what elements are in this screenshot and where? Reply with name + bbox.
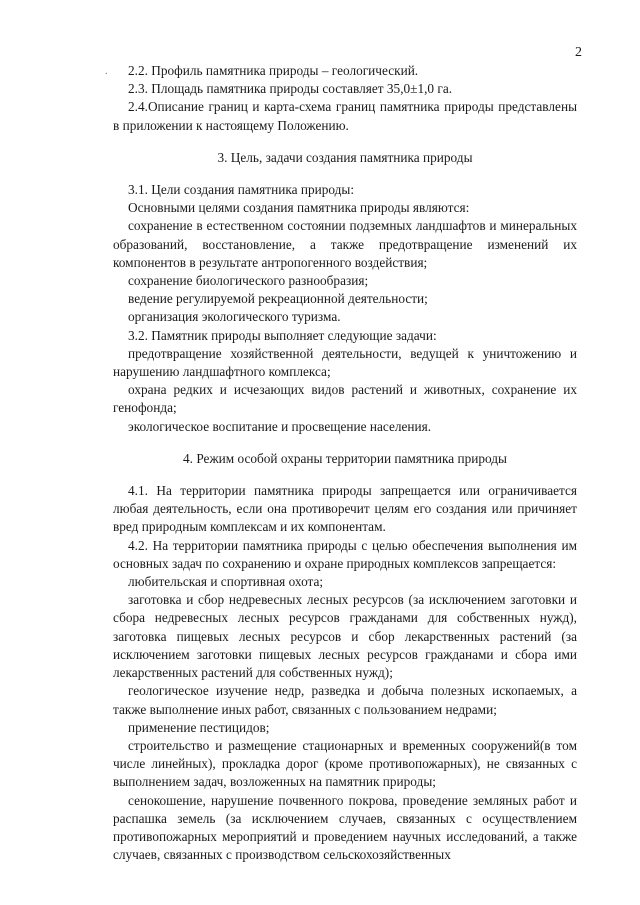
clause-2-2: 2.2. Профиль памятника природы – геологический. [128,63,419,78]
section-3-heading: 3. Цель, задачи создания памятника природы [217,149,473,165]
page-number: 2 [575,45,582,60]
spacer [113,436,577,450]
paragraph: 3.1. Цели создания памятника природы: [128,182,355,198]
section-4 [113,450,577,864]
paragraph: 4.1. На территории памятника природы запрещается или ограничивается любая деятельность, если она противоречит целям его создания или причиняет вред природным комплексам и их компонентам. [113,483,577,535]
spacer [113,468,577,482]
paragraph: применение пестицидов; [128,719,270,735]
paragraph: экологическое воспитание и просвещение населения. [128,418,432,434]
spacer [113,135,577,149]
paragraph: 3.2. Памятник природы выполняет следующие задачи: [128,327,437,343]
paragraph: сохранение биологического разнообразия; [128,273,369,289]
paragraph: Основными целями создания памятника природы являются: [128,200,470,216]
spacer [113,167,577,181]
paragraph: организация экологического туризма. [128,309,341,325]
paragraph: ведение регулируемой рекреационной деятельности; [128,291,428,307]
paragraph: геологическое изучение недр, разведка и добыча полезных ископаемых, а также выполнение иных работ, связанных с пользованием недрами; [113,683,577,717]
paragraph: заготовка и сбор недревесных лесных ресурсов (за исключением заготовки и сбора недревесных лесных ресурсов гражданами для собственных нужд), заготовка пищевых лесных ресурсов и сбор лекарственных растений (за исключением заготовки пищевых лесных ресурсов гражданами и сбора ими лекарственных растений для собственных нужд); [113,592,577,681]
paragraph: сенокошение, нарушение почвенного покрова, проведение земляных работ и распашка земель (за исключением случаев, связанных с осуществлением противопожарных мероприятий и проведением научных исследований, а также случаев, связанных с производством сельскохозяйственных [113,792,577,863]
document-body [113,62,577,864]
section-3 [113,149,577,436]
paragraph: охрана редких и исчезающих видов растений и животных, сохранение их генофонда; [113,382,577,416]
section-4-heading: 4. Режим особой охраны территории памятника природы [183,450,507,466]
paragraph: предотвращение хозяйственной деятельности, ведущей к уничтожению и нарушению ландшафтного комплекса; [113,345,577,380]
paragraph: строительство и размещение стационарных и временных сооружений(в том числе линейных), прокладка дорог (кроме противопожарных), не связанных с выполнением задач, возложенных на памятник природы; [113,737,577,790]
paragraph: 4.2. На территории памятника природы с целью обеспечения выполнения им основных задач по сохранению и охране природных комплексов запрещается: [113,537,577,571]
paragraph: любительская и спортивная охота; [128,574,324,590]
section-2 [113,62,577,135]
margin-mark: . [105,66,108,77]
clause-2-4: 2.4.Описание границ и карта-схема границ памятника природы представлены в приложении к настоящему Положению. [113,99,577,133]
clause-2-3: 2.3. Площадь памятника природы составляет 35,0±1,0 га. [128,81,453,97]
paragraph: сохранение в естественном состоянии подземных ландшафтов и минеральных образований, восстановление, а также предотвращение изменений их компонентов в результате антропогенного воздействия; [113,218,577,270]
